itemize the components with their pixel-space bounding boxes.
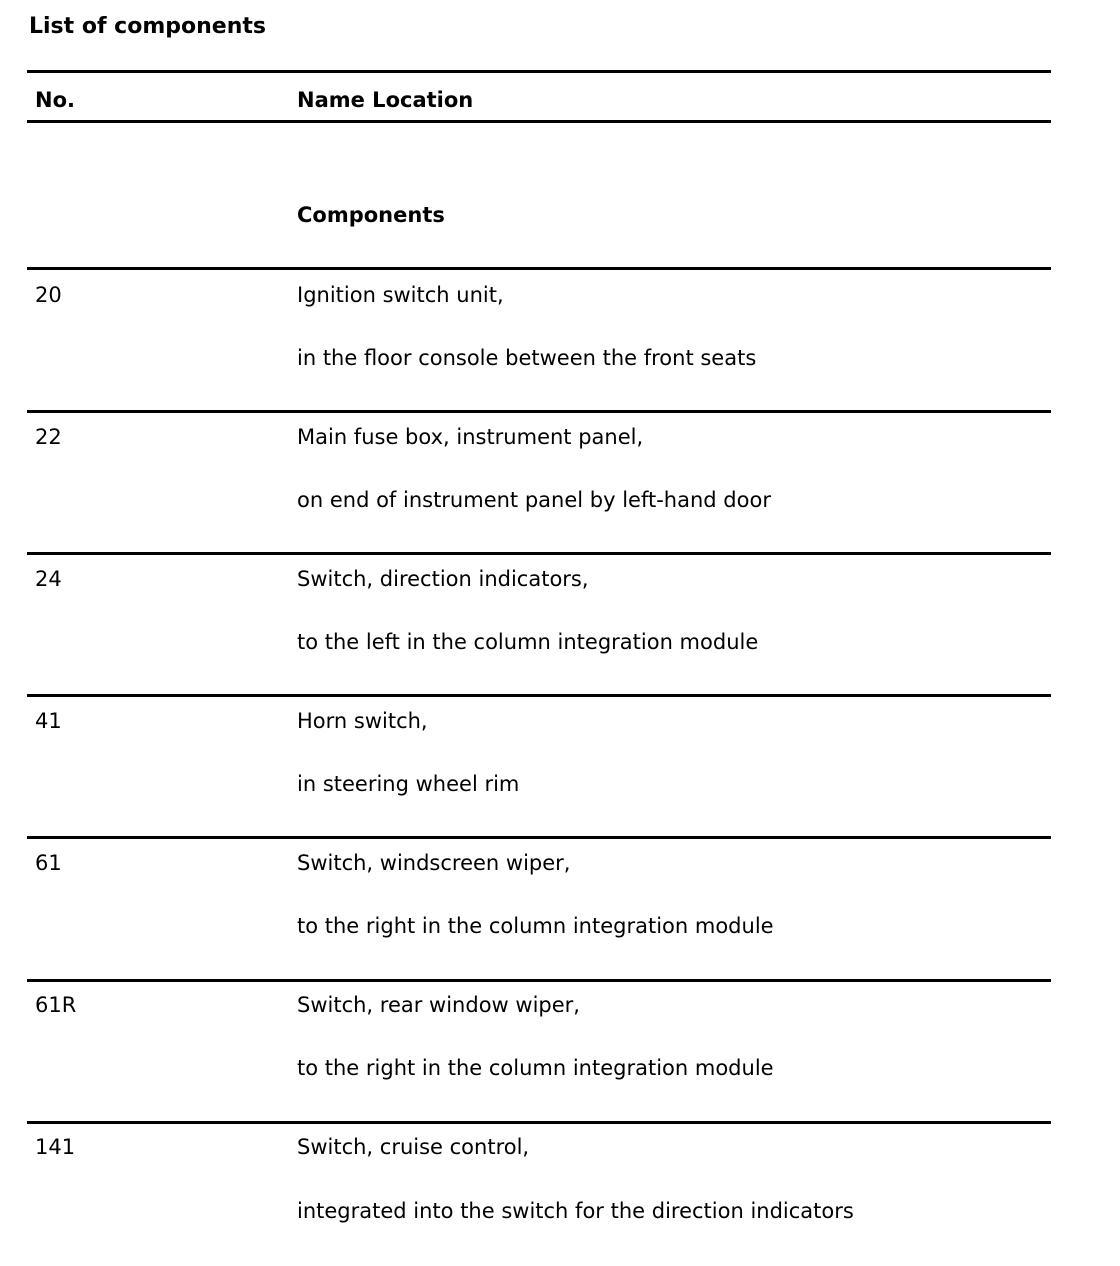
row-rule [27, 410, 1051, 413]
section-heading: Components [297, 203, 445, 227]
row-rule [27, 1121, 1051, 1124]
row-rule [27, 552, 1051, 555]
header-no: No. [35, 88, 75, 112]
row-number: 61R [35, 993, 77, 1017]
component-name: Ignition switch unit, [297, 283, 504, 307]
component-location: to the right in the column integration module [297, 914, 774, 938]
row-rule [27, 979, 1051, 982]
table-top-rule [27, 70, 1051, 73]
row-number: 141 [35, 1135, 76, 1159]
row-rule [27, 267, 1051, 270]
row-number: 20 [35, 283, 62, 307]
component-location: integrated into the switch for the direction indicators [297, 1199, 854, 1223]
component-location: to the right in the column integration module [297, 1056, 774, 1080]
row-rule [27, 694, 1051, 697]
row-number: 41 [35, 709, 62, 733]
component-name: Switch, direction indicators, [297, 567, 589, 591]
component-location: to the left in the column integration module [297, 630, 759, 654]
header-name-location: Name Location [297, 88, 474, 112]
component-name: Switch, cruise control, [297, 1135, 530, 1159]
component-name: Switch, windscreen wiper, [297, 851, 571, 875]
row-number: 61 [35, 851, 62, 875]
component-location: on end of instrument panel by left-hand door [297, 488, 771, 512]
header-bottom-rule [27, 120, 1051, 123]
row-number: 24 [35, 567, 62, 591]
component-location: in the floor console between the front seats [297, 346, 757, 370]
page-title: List of components [29, 14, 266, 39]
component-name: Switch, rear window wiper, [297, 993, 580, 1017]
component-name: Main fuse box, instrument panel, [297, 425, 644, 449]
component-name: Horn switch, [297, 709, 428, 733]
row-rule [27, 836, 1051, 839]
row-number: 22 [35, 425, 62, 449]
component-location: in steering wheel rim [297, 772, 520, 796]
